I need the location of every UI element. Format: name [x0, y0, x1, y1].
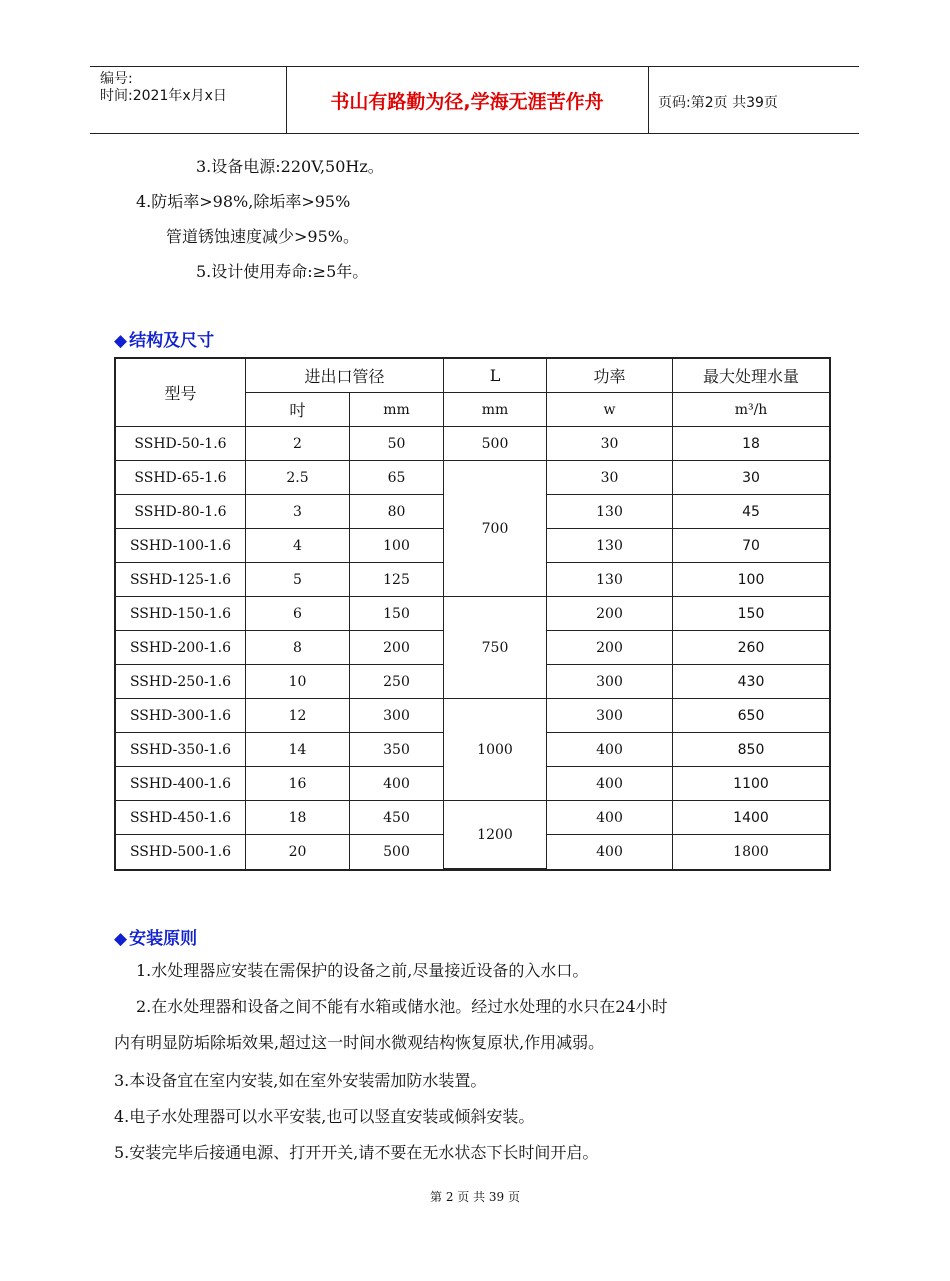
cell-power: 200 [547, 597, 673, 631]
header-meta [90, 67, 287, 133]
cell-flow: 850 [673, 733, 829, 767]
header-model: 型号 [116, 359, 246, 427]
cell-power: 200 [547, 631, 673, 665]
cell-flow: 260 [673, 631, 829, 665]
cell-power: 130 [547, 495, 673, 529]
cell-model: SSHD-400-1.6 [116, 767, 246, 801]
install-item-1: 1.水处理器应安装在需保护的设备之前,尽量接近设备的入水口。 [136, 961, 589, 980]
header-flow: 最大处理水量 [673, 359, 829, 393]
cell-mm: 65 [350, 461, 444, 495]
cell-power: 30 [547, 461, 673, 495]
cell-power: 300 [547, 699, 673, 733]
table-row [116, 461, 829, 495]
cell-model: SSHD-200-1.6 [116, 631, 246, 665]
cell-flow: 150 [673, 597, 829, 631]
cell-inch: 10 [246, 665, 350, 699]
cell-flow: 30 [673, 461, 829, 495]
cell-flow: 1800 [733, 844, 769, 860]
cell-inch: 3 [246, 495, 350, 529]
cell-mm: 125 [350, 563, 444, 597]
cell-power: 400 [547, 835, 673, 869]
cell-mm: 100 [350, 529, 444, 563]
cell-flow: 650 [673, 699, 829, 733]
cell-power: 130 [547, 563, 673, 597]
cell-power: 300 [547, 665, 673, 699]
header-number: 编号: [100, 71, 133, 87]
page-header [90, 66, 859, 134]
header-power: 功率 [547, 359, 673, 393]
cell-inch: 6 [246, 597, 350, 631]
page-footer: 第 2 页 共 39 页 [430, 1190, 520, 1204]
cell-mm: 200 [350, 631, 444, 665]
unit-power: w [547, 393, 673, 427]
spec-table [114, 357, 831, 871]
table-row [116, 801, 829, 835]
cell-power: 400 [547, 767, 673, 801]
section-title: 结构及尺寸 [129, 331, 215, 351]
cell-model: SSHD-500-1.6 [116, 835, 246, 869]
install-item-5: 5.安装完毕后接通电源、打开开关,请不要在无水状态下长时间开启。 [114, 1143, 599, 1162]
header-length: L [444, 359, 547, 393]
spec-item-4b: 管道锈蚀速度减少>95%。 [166, 227, 359, 246]
header-pipe: 进出口管径 [246, 359, 444, 393]
cell-model: SSHD-250-1.6 [116, 665, 246, 699]
cell-flow: 100 [673, 563, 829, 597]
cell-flow: 1400 [673, 801, 829, 835]
install-item-2a: 2.在水处理器和设备之间不能有水箱或储水池。经过水处理的水只在24小时 [136, 997, 668, 1016]
spec-item-3: 3.设备电源:220V,50Hz。 [196, 157, 384, 176]
cell-flow: 430 [673, 665, 829, 699]
cell-mm: 500 [350, 835, 444, 869]
cell-inch: 2.5 [246, 461, 350, 495]
diamond-bullet-icon: ◆ [114, 929, 128, 949]
cell-mm: 450 [350, 801, 444, 835]
diamond-bullet-icon: ◆ [114, 331, 128, 351]
install-item-3: 3.本设备宜在室内安装,如在室外安装需加防水装置。 [114, 1071, 487, 1090]
cell-power: 400 [547, 733, 673, 767]
section-title: 安装原则 [129, 929, 198, 949]
unit-inch: 吋 [246, 393, 350, 427]
spec-item-5: 5.设计使用寿命:≥5年。 [196, 262, 369, 281]
cell-length: 500 [444, 427, 547, 461]
cell-mm: 400 [350, 767, 444, 801]
cell-model: SSHD-150-1.6 [116, 597, 246, 631]
section-structure-heading [114, 326, 214, 351]
cell-inch: 12 [246, 699, 350, 733]
cell-flow: 70 [673, 529, 829, 563]
cell-model: SSHD-300-1.6 [116, 699, 246, 733]
cell-inch: 8 [246, 631, 350, 665]
table-row [116, 597, 829, 631]
cell-mm: 300 [350, 699, 444, 733]
cell-inch: 4 [246, 529, 350, 563]
cell-power: 30 [547, 427, 673, 461]
unit-length: mm [444, 393, 547, 427]
cell-inch: 2 [246, 427, 350, 461]
cell-flow: 18 [673, 427, 829, 461]
cell-flow: 1100 [673, 767, 829, 801]
table-row [116, 699, 829, 733]
cell-inch: 16 [246, 767, 350, 801]
cell-mm: 350 [350, 733, 444, 767]
spec-item-4: 4.防垢率>98%,除垢率>95% [136, 192, 351, 211]
install-item-2b: 内有明显防垢除垢效果,超过这一时间水微观结构恢复原状,作用减弱。 [114, 1033, 605, 1052]
cell-power: 400 [547, 801, 673, 835]
cell-model: SSHD-350-1.6 [116, 733, 246, 767]
cell-mm: 150 [350, 597, 444, 631]
header-date: 时间:2021年x月x日 [100, 88, 227, 104]
cell-model: SSHD-100-1.6 [116, 529, 246, 563]
cell-model: SSHD-80-1.6 [116, 495, 246, 529]
cell-length: 700 [444, 461, 547, 597]
table-row [116, 427, 829, 461]
cell-length: 1200 [444, 801, 547, 869]
cell-model: SSHD-450-1.6 [116, 801, 246, 835]
cell-inch: 14 [246, 733, 350, 767]
cell-inch: 20 [246, 835, 350, 869]
cell-model: SSHD-65-1.6 [116, 461, 246, 495]
cell-mm: 80 [350, 495, 444, 529]
cell-flow: 45 [673, 495, 829, 529]
cell-model: SSHD-125-1.6 [116, 563, 246, 597]
cell-mm: 250 [350, 665, 444, 699]
section-install-heading [114, 924, 197, 949]
cell-inch: 18 [246, 801, 350, 835]
cell-mm: 50 [350, 427, 444, 461]
header-motto: 书山有路勤为径,学海无涯苦作舟 [286, 67, 649, 133]
cell-power: 130 [547, 529, 673, 563]
header-page-info: 页码:第2页 共39页 [658, 95, 778, 111]
unit-mm: mm [350, 393, 444, 427]
cell-length: 750 [444, 597, 547, 699]
unit-flow: m³/h [673, 393, 829, 427]
cell-inch: 5 [246, 563, 350, 597]
cell-length: 1000 [444, 699, 547, 801]
table-header-row [116, 359, 829, 393]
cell-model: SSHD-50-1.6 [116, 427, 246, 461]
install-item-4: 4.电子水处理器可以水平安装,也可以竖直安装或倾斜安装。 [114, 1107, 535, 1126]
